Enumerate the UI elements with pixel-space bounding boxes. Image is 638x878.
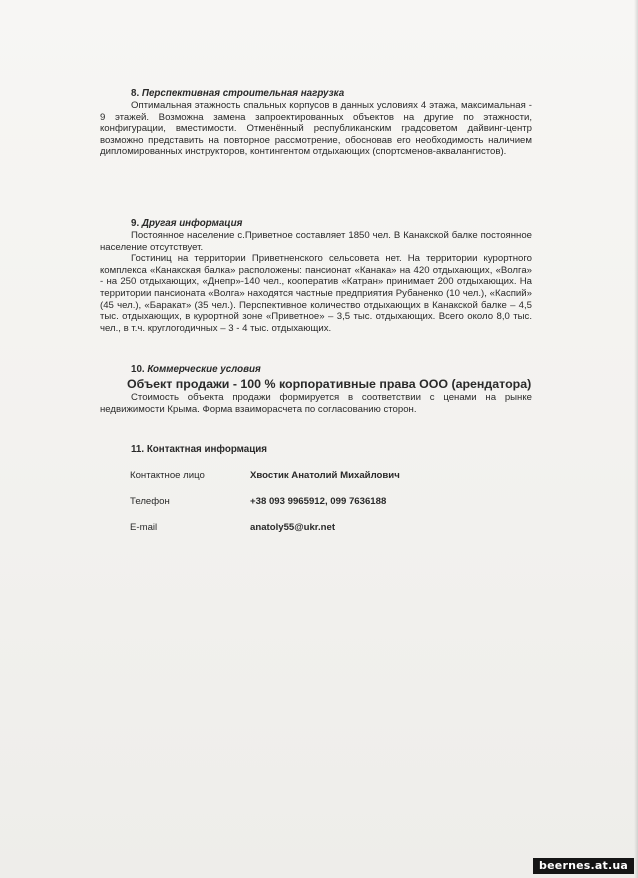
section-title: Перспективная строительная нагрузка bbox=[141, 88, 345, 99]
section-heading bbox=[131, 218, 532, 230]
sale-object-headline: Объект продажи - 100 % корпоративные права ООО (арендатора) bbox=[127, 377, 532, 391]
site-watermark: beernes.at.ua bbox=[533, 858, 634, 874]
section-paragraph: Стоимость объекта продажи формируется в соответствии с ценами на рынке недвижимости Крыма. Форма взаиморасчета по согласованию сторон. bbox=[100, 392, 532, 415]
contact-label: Телефон bbox=[130, 496, 170, 507]
section-other-info bbox=[100, 218, 532, 334]
section-title: Контактная информация bbox=[146, 444, 268, 455]
section-paragraph-population: Постоянное население с.Приветное составляет 1850 чел. В Канакской балке постоянное население отсутствует. bbox=[100, 230, 532, 253]
section-construction-load bbox=[100, 88, 532, 158]
contact-label: Контактное лицо bbox=[130, 470, 205, 481]
section-number: 11. bbox=[131, 444, 145, 455]
section-contact-info bbox=[100, 444, 532, 456]
section-heading bbox=[131, 444, 532, 456]
section-number: 9. bbox=[131, 218, 140, 229]
contact-list bbox=[130, 470, 470, 548]
contact-email-value: anatoly55@ukr.net bbox=[250, 522, 336, 533]
section-paragraph-hotels: Гостиниц на территории Приветненского сельсовета нет. На территории курортного комплекса «Канакская балка» расположены: пансионат «Канака» на 420 отдыхающих, «Волга» - на 250 отдыхающих, «Днепр»-140 чел., кооператив «Катран» принимает 200 отдыхающих. На территории пансионата «Волга» находятся частные предприятия Рубаненко (10 чел.), «Каспий» (45 чел.), «Баракат» (35 чел.). Перспективное количество отдыхающих в Канакской балке – 4,5 тыс. отдыхающих, в курортной зоне «Приветное» – 3,5 тыс. отдыхающих. Всего около 8,0 тыс. чел., в т.ч. круглогодичных – 3 - 4 тыс. отдыхающих. bbox=[100, 253, 532, 334]
section-heading bbox=[131, 88, 532, 100]
contact-row-person bbox=[130, 470, 470, 496]
section-number: 10. bbox=[131, 364, 145, 375]
section-title: Коммерческие условия bbox=[147, 364, 261, 375]
section-paragraph: Оптимальная этажность спальных корпусов в данных условиях 4 этажа, максимальная - 9 этажей. Возможна замена запроектированных объектов на другие по этажности, конфигурации, вместимости. Отменённый республиканским градсоветом дайвинг-центр возможно представить на повторное рассмотрение, обосновав его необходимость наличием дипломированных инструкторов, контингентом отдыхающих (спортсменов-аквалангистов). bbox=[100, 100, 532, 158]
page-edge-shadow bbox=[634, 0, 638, 878]
section-number: 8. bbox=[131, 88, 140, 99]
section-heading bbox=[131, 364, 532, 376]
contact-phone-value: +38 093 9965912, 099 7636188 bbox=[250, 496, 387, 507]
section-commercial-terms bbox=[100, 364, 532, 415]
contact-row-phone bbox=[130, 496, 470, 522]
section-title: Другая информация bbox=[141, 218, 243, 229]
contact-row-email bbox=[130, 522, 470, 548]
contact-label: E-mail bbox=[130, 522, 158, 533]
contact-person-value: Хвостик Анатолий Михайлович bbox=[250, 470, 400, 481]
